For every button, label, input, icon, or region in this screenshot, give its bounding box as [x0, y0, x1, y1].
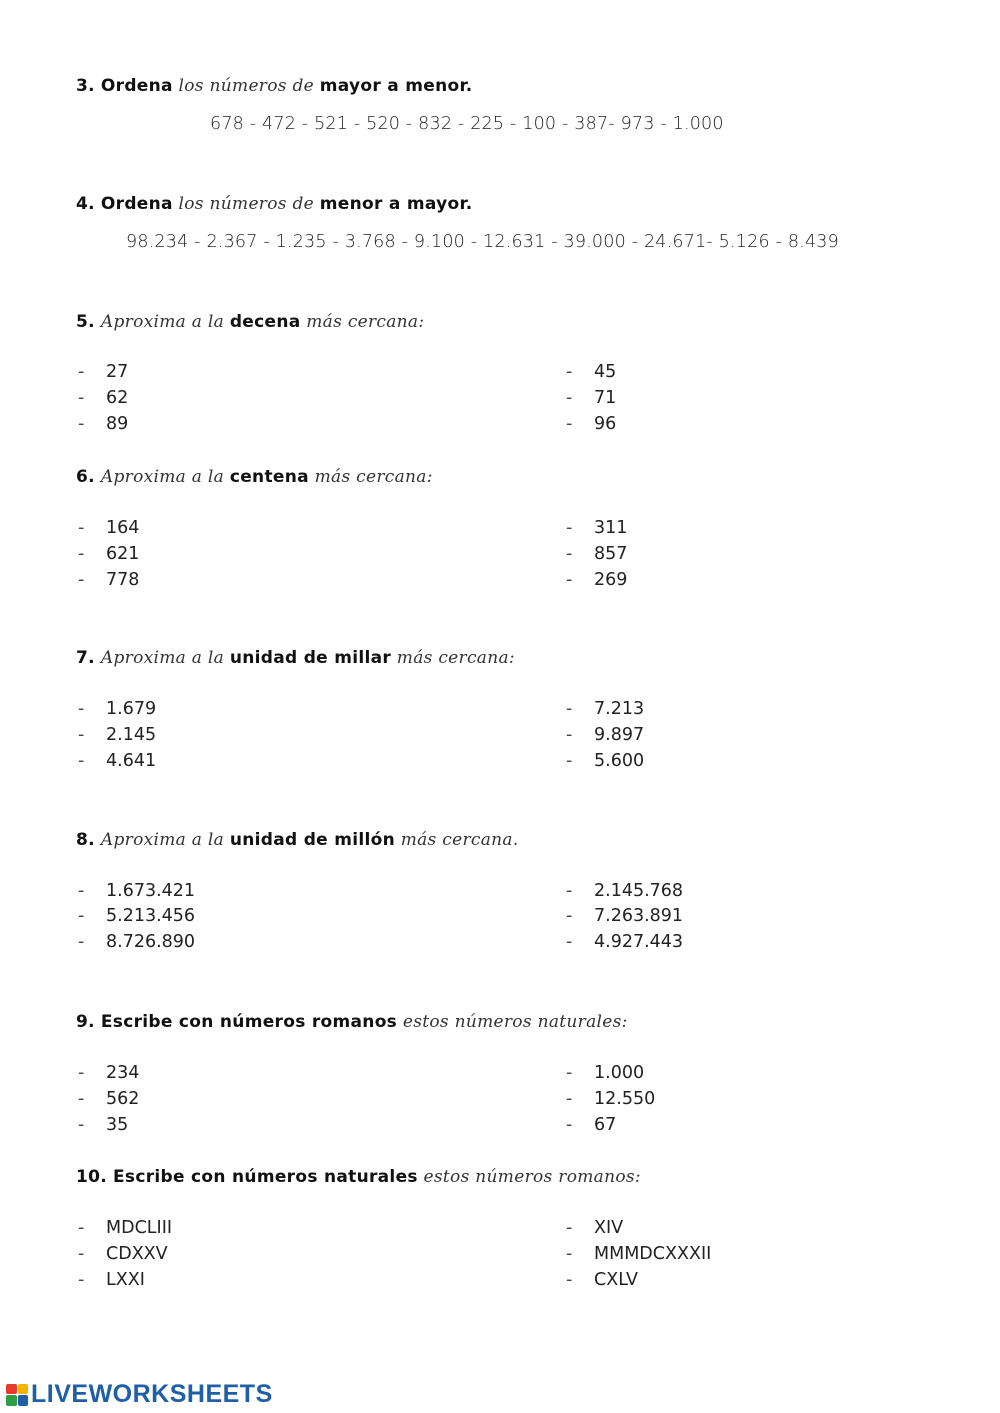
q5-left-item: - 89 — [78, 414, 129, 434]
q10-right-item: - XIV — [566, 1218, 624, 1238]
q5-right-item: - 71 — [566, 388, 617, 408]
question-10-heading: 10. Escribe con números naturales estos números romanos: — [76, 1167, 641, 1187]
liveworksheets-logo[interactable] — [6, 1380, 273, 1409]
q9-left-item: - 35 — [78, 1115, 129, 1135]
q7-right-item: - 7.213 — [566, 699, 645, 719]
q10-right-item: - MMMDCXXXII — [566, 1244, 712, 1264]
q9-right-item: - 12.550 — [566, 1089, 656, 1109]
q10-left-item: - CDXXV — [78, 1244, 168, 1264]
q10-left-item: - MDCLIII — [78, 1218, 173, 1238]
q8-left-item: - 8.726.890 — [78, 932, 196, 952]
question-4-number-sequence: 98.234 - 2.367 - 1.235 - 3.768 - 9.100 - 12.631 - 39.000 - 24.671- 5.126 - 8.439 — [126, 232, 839, 252]
q9-right-item: - 1.000 — [566, 1063, 645, 1083]
q7-left-item: - 2.145 — [78, 725, 157, 745]
question-7-heading: 7. Aproxima a la unidad de millar más cercana: — [76, 648, 515, 668]
q7-left-item: - 4.641 — [78, 751, 157, 771]
question-4-heading: 4. Ordena los números de menor a mayor. — [76, 194, 473, 214]
q8-right-item: - 2.145.768 — [566, 881, 684, 901]
q6-right-item: - 311 — [566, 518, 628, 538]
q9-right-item: - 67 — [566, 1115, 617, 1135]
q5-right-item: - 96 — [566, 414, 617, 434]
liveworksheets-logo-icon — [6, 1384, 28, 1406]
q7-right-item: - 5.600 — [566, 751, 645, 771]
question-8-heading: 8. Aproxima a la unidad de millón más cercana. — [76, 830, 519, 850]
q8-right-item: - 4.927.443 — [566, 932, 684, 952]
q9-left-item: - 562 — [78, 1089, 140, 1109]
question-3-number-sequence: 678 - 472 - 521 - 520 - 832 - 225 - 100 - 387- 973 - 1.000 — [210, 114, 724, 134]
q8-left-item: - 1.673.421 — [78, 881, 196, 901]
q9-left-item: - 234 — [78, 1063, 140, 1083]
q8-right-item: - 7.263.891 — [566, 906, 684, 926]
q6-right-item: - 269 — [566, 570, 628, 590]
question-9-heading: 9. Escribe con números romanos estos números naturales: — [76, 1012, 628, 1032]
q6-right-item: - 857 — [566, 544, 628, 564]
q6-left-item: - 621 — [78, 544, 140, 564]
q7-right-item: - 9.897 — [566, 725, 645, 745]
q8-left-item: - 5.213.456 — [78, 906, 196, 926]
question-3-heading: 3. Ordena los números de mayor a menor. — [76, 76, 473, 96]
q6-left-item: - 778 — [78, 570, 140, 590]
q6-left-item: - 164 — [78, 518, 140, 538]
q5-left-item: - 62 — [78, 388, 129, 408]
question-6-heading: 6. Aproxima a la centena más cercana: — [76, 467, 433, 487]
q5-right-item: - 45 — [566, 362, 617, 382]
q10-left-item: - LXXI — [78, 1270, 145, 1290]
liveworksheets-brand-text: LIVEWORKSHEETS — [31, 1380, 273, 1408]
q5-left-item: - 27 — [78, 362, 129, 382]
q7-left-item: - 1.679 — [78, 699, 157, 719]
q10-right-item: - CXLV — [566, 1270, 639, 1290]
question-5-heading: 5. Aproxima a la decena más cercana: — [76, 312, 425, 332]
